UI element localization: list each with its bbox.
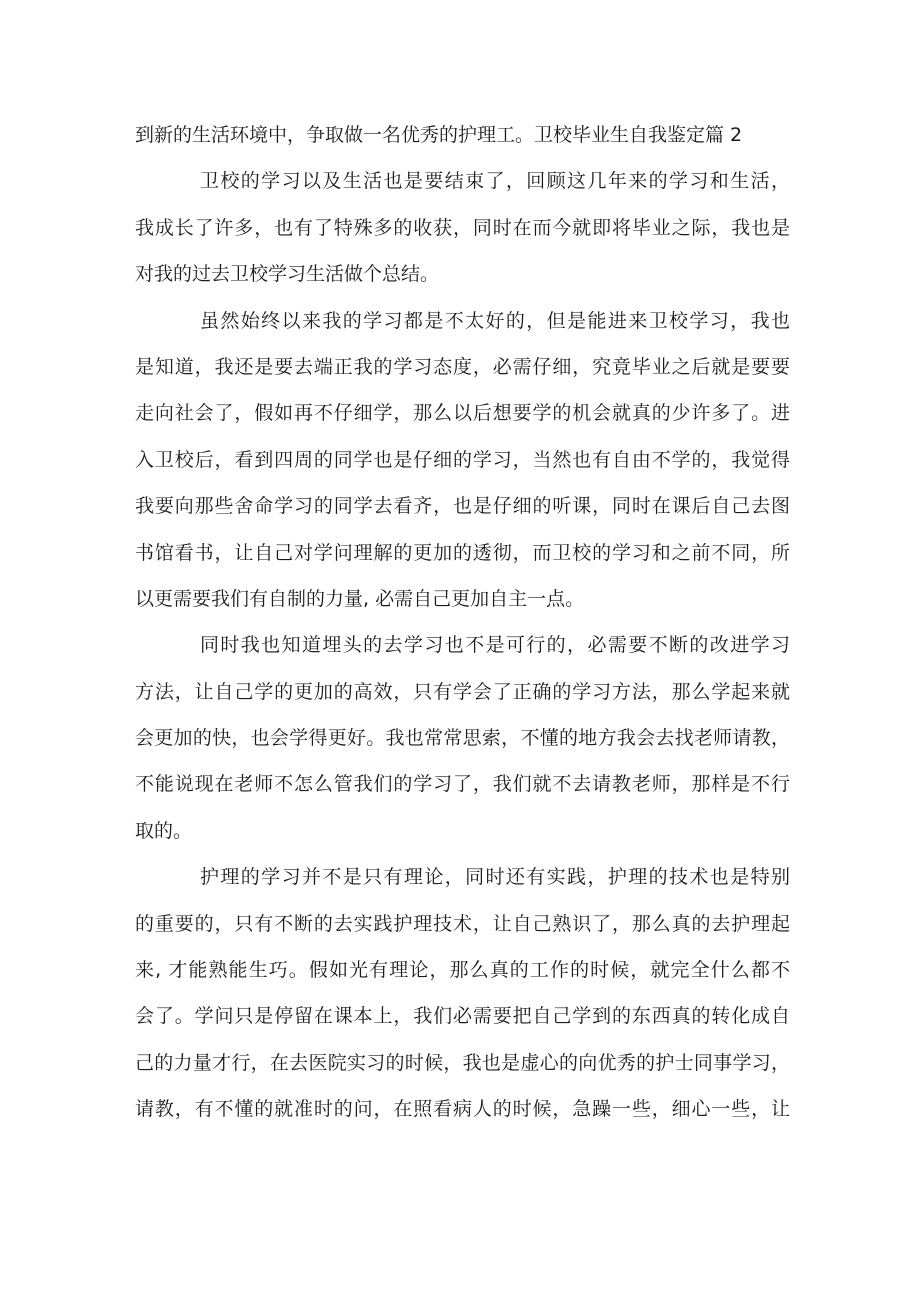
text-line: 请教，有不懂的就准时的问，在照看病人的时候，急躁一些，细心一些，让 bbox=[135, 1098, 790, 1121]
text-line: 会更加的快，也会学得更好。我也常常思索，不懂的地方我会去找老师请教， bbox=[135, 727, 790, 750]
text-line: 会了。学问只是停留在课本上，我们必需要把自己学到的东西真的转化成自 bbox=[135, 1005, 790, 1028]
text-line: 入卫校后，看到四周的同学也是仔细的学习，当然也有自由不学的，我觉得 bbox=[135, 448, 790, 471]
text-line: 我要向那些舍命学习的同学去看齐，也是仔细的听课，同时在课后自己去图 bbox=[135, 495, 790, 518]
text-line: 卫校的学习以及生活也是要结束了，回顾这几年来的学习和生活， bbox=[200, 170, 790, 193]
text-line: 书馆看书，让自己对学问理解的更加的透彻，而卫校的学习和之前不同，所 bbox=[135, 541, 790, 564]
text-line: 走向社会了，假如再不仔细学，那么以后想要学的机会就真的少许多了。进 bbox=[135, 402, 790, 425]
paragraph bbox=[135, 854, 790, 1132]
text-line: 以更需要我们有自制的力量, 必需自己更加自主一点。 bbox=[135, 587, 585, 610]
paragraph bbox=[135, 158, 790, 297]
text-line: 的重要的，只有不断的去实践护理技术，让自己熟识了，那么真的去护理起 bbox=[135, 912, 790, 935]
text-line: 不能说现在老师不怎么管我们的学习了，我们就不去请教老师，那样是不行 bbox=[135, 773, 790, 796]
text-line: 对我的过去卫校学习生活做个总结。 bbox=[135, 263, 440, 286]
paragraph bbox=[135, 622, 790, 854]
text-line: 到新的生活环境中，争取做一名优秀的护理工。卫校毕业生自我鉴定篇 2 bbox=[135, 124, 743, 146]
text-line: 取的。 bbox=[135, 819, 193, 842]
text-line: 方法，让自己学的更加的高效，只有学会了正确的学习方法，那么学起来就 bbox=[135, 680, 790, 703]
document-body bbox=[135, 112, 790, 1133]
text-line: 己的力量才行，在去医院实习的时候，我也是虚心的向优秀的护士同事学习， bbox=[135, 1051, 790, 1074]
text-line: 护理的学习并不是只有理论，同时还有实践，护理的技术也是特别 bbox=[200, 866, 790, 889]
text-line: 同时我也知道埋头的去学习也不是可行的，必需要不断的改进学习 bbox=[200, 634, 790, 657]
text-line: 虽然始终以来我的学习都是不太好的，但是能进来卫校学习，我也 bbox=[200, 309, 790, 332]
text-line: 我成长了许多，也有了特殊多的收获，同时在而今就即将毕业之际，我也是 bbox=[135, 216, 790, 239]
paragraph-continuation bbox=[135, 112, 790, 158]
text-line: 是知道，我还是要去端正我的学习态度，必需仔细，究竟毕业之后就是要要 bbox=[135, 355, 790, 378]
paragraph bbox=[135, 298, 790, 623]
text-line: 来, 才能熟能生巧。假如光有理论，那么真的工作的时候，就完全什么都不 bbox=[135, 959, 790, 982]
